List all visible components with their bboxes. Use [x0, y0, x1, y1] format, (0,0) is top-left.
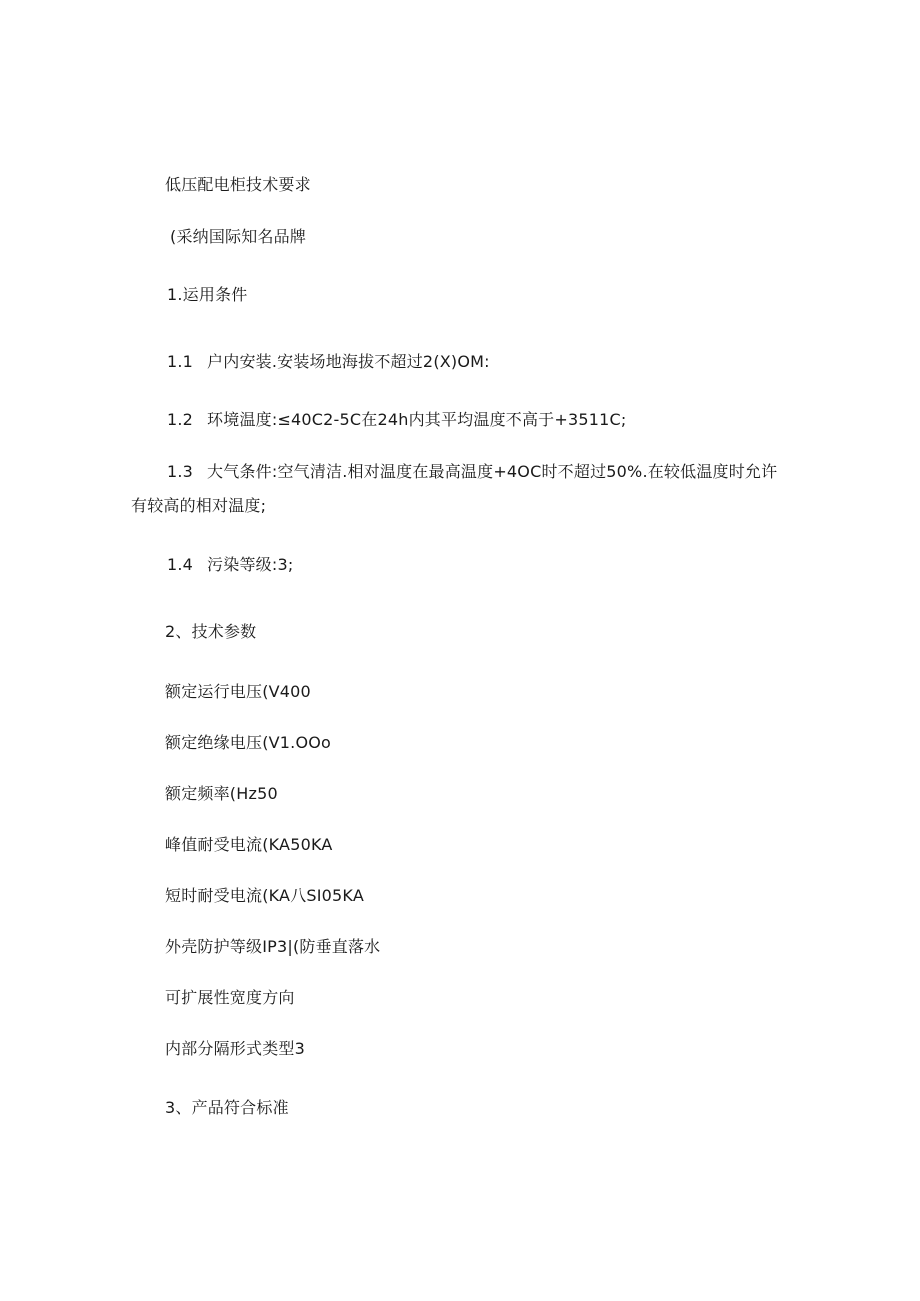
item-number: 1.1 — [167, 352, 194, 371]
item-text: 大气条件:空气清洁.相对温度在最高温度+4OC时不超过50%.在较低温度时允许 — [207, 462, 778, 481]
param-insulation-voltage: 额定绝缘电压(V1.OOo — [165, 733, 332, 752]
item-number: 1.4 — [167, 555, 194, 574]
list-item-1-1 — [167, 351, 490, 373]
list-item-1-3-continuation: 有较高的相对温度; — [131, 496, 267, 515]
item-text: 环境温度:≤40C2-5C在24h内其平均温度不高于+3511C; — [207, 410, 627, 429]
list-item-1-3 — [167, 461, 777, 483]
param-enclosure-protection: 外壳防护等级IP3|(防垂直落水 — [165, 937, 381, 956]
document-subtitle: (采纳国际知名品牌 — [170, 227, 307, 246]
list-item-1-2 — [167, 409, 626, 431]
param-rated-voltage: 额定运行电压(V400 — [165, 682, 311, 701]
item-text: 污染等级:3; — [207, 555, 294, 574]
param-expandability: 可扩展性宽度方向 — [165, 988, 295, 1007]
list-item-1-4 — [167, 554, 293, 576]
param-rated-frequency: 额定频率(Hz50 — [165, 784, 278, 803]
item-number: 1.2 — [167, 410, 194, 429]
document-title: 低压配电柜技术要求 — [165, 175, 311, 194]
item-number: 1.3 — [167, 462, 194, 481]
section1-heading: 1.运用条件 — [167, 285, 248, 304]
item-text: 户内安装.安装场地海拔不超过2(X)OM: — [207, 352, 490, 371]
section2-heading: 2、技术参数 — [165, 622, 257, 641]
param-internal-separation: 内部分隔形式类型3 — [165, 1039, 305, 1058]
param-short-time-current: 短时耐受电流(KA八SI05KA — [165, 886, 364, 905]
section3-heading: 3、产品符合标准 — [165, 1098, 289, 1117]
param-peak-current: 峰值耐受电流(KA50KA — [165, 835, 333, 854]
